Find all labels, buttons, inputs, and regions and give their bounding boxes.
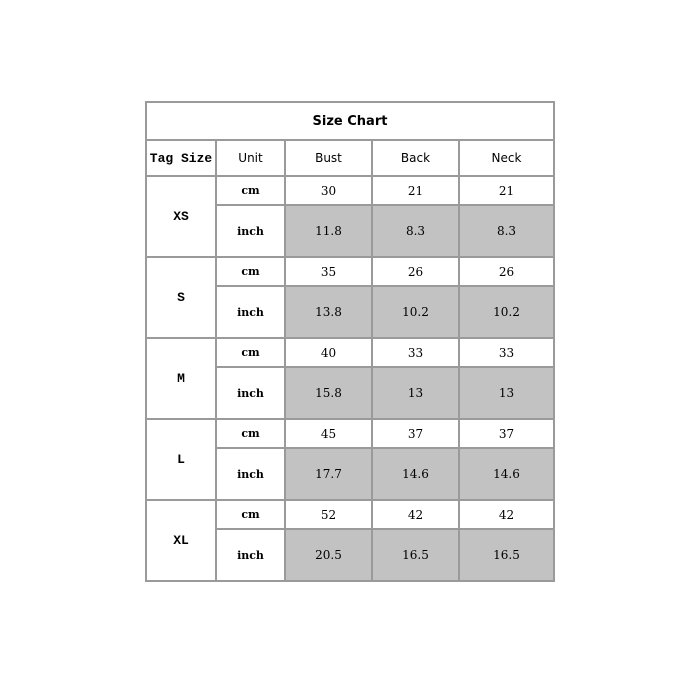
bust-value: 40 (285, 338, 372, 367)
bust-value: 20.5 (285, 529, 372, 581)
header-back: Back (372, 140, 459, 176)
table-row (146, 338, 554, 367)
unit-cell: inch (216, 205, 285, 257)
back-value: 21 (372, 176, 459, 205)
neck-value: 8.3 (459, 205, 554, 257)
bust-value: 30 (285, 176, 372, 205)
back-value: 16.5 (372, 529, 459, 581)
size-label: XS (146, 176, 216, 257)
back-value: 26 (372, 257, 459, 286)
size-label: L (146, 419, 216, 500)
bust-value: 15.8 (285, 367, 372, 419)
title-row (146, 102, 554, 140)
bust-value: 17.7 (285, 448, 372, 500)
unit-cell: cm (216, 419, 285, 448)
header-row (146, 140, 554, 176)
neck-value: 37 (459, 419, 554, 448)
size-label: S (146, 257, 216, 338)
header-tag-size: Tag Size (146, 140, 216, 176)
bust-value: 13.8 (285, 286, 372, 338)
back-value: 37 (372, 419, 459, 448)
unit-cell: cm (216, 176, 285, 205)
table-row (146, 419, 554, 448)
neck-value: 14.6 (459, 448, 554, 500)
unit-cell: cm (216, 500, 285, 529)
size-chart-table (145, 101, 555, 582)
neck-value: 21 (459, 176, 554, 205)
unit-cell: cm (216, 257, 285, 286)
neck-value: 33 (459, 338, 554, 367)
unit-cell: inch (216, 448, 285, 500)
table-row (146, 176, 554, 205)
bust-value: 35 (285, 257, 372, 286)
table-row (146, 257, 554, 286)
back-value: 8.3 (372, 205, 459, 257)
chart-title: Size Chart (146, 102, 554, 140)
header-bust: Bust (285, 140, 372, 176)
bust-value: 52 (285, 500, 372, 529)
back-value: 14.6 (372, 448, 459, 500)
back-value: 42 (372, 500, 459, 529)
bust-value: 11.8 (285, 205, 372, 257)
bust-value: 45 (285, 419, 372, 448)
neck-value: 26 (459, 257, 554, 286)
neck-value: 10.2 (459, 286, 554, 338)
table-row (146, 500, 554, 529)
unit-cell: cm (216, 338, 285, 367)
unit-cell: inch (216, 529, 285, 581)
header-unit: Unit (216, 140, 285, 176)
size-label: M (146, 338, 216, 419)
unit-cell: inch (216, 286, 285, 338)
neck-value: 13 (459, 367, 554, 419)
size-label: XL (146, 500, 216, 581)
neck-value: 42 (459, 500, 554, 529)
back-value: 13 (372, 367, 459, 419)
back-value: 33 (372, 338, 459, 367)
header-neck: Neck (459, 140, 554, 176)
unit-cell: inch (216, 367, 285, 419)
back-value: 10.2 (372, 286, 459, 338)
neck-value: 16.5 (459, 529, 554, 581)
